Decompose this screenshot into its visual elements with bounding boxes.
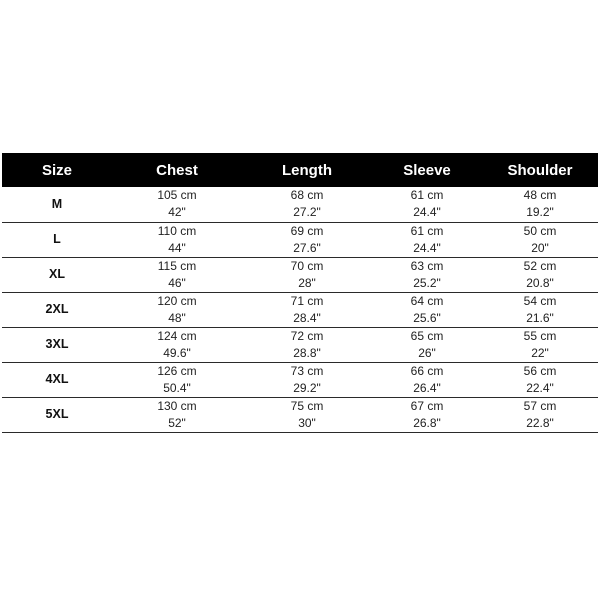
shoulder-cell bbox=[482, 222, 598, 257]
chest-in: 50.4" bbox=[163, 380, 191, 395]
length-in: 28.8" bbox=[293, 345, 321, 360]
size-chart-body bbox=[2, 187, 598, 432]
length-in: 28.4" bbox=[293, 310, 321, 325]
shoulder-cm: 56 cm bbox=[523, 363, 557, 378]
length-in: 27.2" bbox=[293, 205, 321, 220]
chest-in: 46" bbox=[168, 275, 186, 290]
size-cell: L bbox=[53, 232, 61, 246]
table-row bbox=[2, 327, 598, 362]
size-cell: 4XL bbox=[45, 372, 69, 386]
sleeve-cm: 61 cm bbox=[410, 188, 444, 203]
sleeve-in: 25.2" bbox=[413, 275, 441, 290]
sleeve-cm: 61 cm bbox=[410, 223, 444, 238]
length-cm: 73 cm bbox=[290, 363, 324, 378]
chest-cm: 110 cm bbox=[157, 223, 197, 238]
shoulder-cm: 52 cm bbox=[523, 258, 557, 273]
chest-cm: 126 cm bbox=[157, 363, 197, 378]
table-row bbox=[2, 362, 598, 397]
sleeve-cm: 67 cm bbox=[410, 398, 444, 413]
size-cell: XL bbox=[49, 267, 65, 281]
shoulder-in: 21.6" bbox=[526, 310, 554, 325]
chest-in: 48" bbox=[168, 310, 186, 325]
length-in: 30" bbox=[298, 415, 316, 430]
chest-cell bbox=[112, 292, 242, 327]
shoulder-in: 20.8" bbox=[526, 275, 554, 290]
sleeve-cell bbox=[372, 397, 482, 432]
chest-in: 52" bbox=[168, 415, 186, 430]
length-in: 27.6" bbox=[293, 240, 321, 255]
chest-cm: 124 cm bbox=[157, 328, 197, 343]
length-cell bbox=[242, 292, 372, 327]
sleeve-cell bbox=[372, 327, 482, 362]
length-cell bbox=[242, 222, 372, 257]
size-chart-table bbox=[2, 153, 598, 433]
table-row bbox=[2, 222, 598, 257]
shoulder-cell bbox=[482, 187, 598, 222]
chest-cm: 130 cm bbox=[157, 398, 197, 413]
chest-cell bbox=[112, 187, 242, 222]
sleeve-cell bbox=[372, 292, 482, 327]
shoulder-in: 22" bbox=[531, 345, 549, 360]
shoulder-cell bbox=[482, 327, 598, 362]
shoulder-cell bbox=[482, 397, 598, 432]
length-cell bbox=[242, 187, 372, 222]
shoulder-cm: 54 cm bbox=[523, 293, 557, 308]
shoulder-in: 20" bbox=[531, 240, 549, 255]
header-length: Length bbox=[282, 161, 332, 179]
sleeve-in: 26.8" bbox=[413, 415, 441, 430]
sleeve-in: 26" bbox=[418, 345, 436, 360]
shoulder-cm: 57 cm bbox=[523, 398, 557, 413]
size-cell: 2XL bbox=[45, 302, 69, 316]
shoulder-cm: 48 cm bbox=[523, 188, 557, 203]
header-size: Size bbox=[41, 161, 72, 179]
chest-cell bbox=[112, 222, 242, 257]
sleeve-cm: 66 cm bbox=[410, 363, 444, 378]
chest-cell bbox=[112, 327, 242, 362]
length-cm: 69 cm bbox=[290, 223, 324, 238]
size-cell: 3XL bbox=[45, 337, 69, 351]
length-cm: 72 cm bbox=[290, 328, 324, 343]
header-chest: Chest bbox=[156, 161, 198, 179]
length-cell bbox=[242, 327, 372, 362]
sleeve-in: 24.4" bbox=[413, 240, 441, 255]
length-cm: 68 cm bbox=[290, 188, 324, 203]
table-row bbox=[2, 292, 598, 327]
sleeve-cell bbox=[372, 187, 482, 222]
shoulder-cm: 50 cm bbox=[523, 223, 557, 238]
shoulder-cm: 55 cm bbox=[523, 328, 557, 343]
table-row bbox=[2, 257, 598, 292]
size-cell: M bbox=[51, 196, 63, 211]
sleeve-cell bbox=[372, 257, 482, 292]
chest-cell bbox=[112, 397, 242, 432]
length-in: 29.2" bbox=[293, 380, 321, 395]
chest-cm: 115 cm bbox=[157, 258, 197, 273]
size-chart-header bbox=[2, 153, 598, 187]
length-cm: 75 cm bbox=[290, 398, 324, 413]
shoulder-in: 22.4" bbox=[526, 380, 554, 395]
header-shoulder: Shoulder bbox=[507, 161, 573, 179]
shoulder-cell bbox=[482, 362, 598, 397]
shoulder-in: 22.8" bbox=[526, 415, 554, 430]
length-in: 28" bbox=[298, 275, 316, 290]
chest-in: 42" bbox=[168, 205, 186, 220]
sleeve-in: 26.4" bbox=[413, 380, 441, 395]
shoulder-cell bbox=[482, 292, 598, 327]
chest-in: 44" bbox=[168, 240, 186, 255]
table-row bbox=[2, 397, 598, 432]
sleeve-cell bbox=[372, 222, 482, 257]
shoulder-in: 19.2" bbox=[526, 205, 554, 220]
sleeve-in: 25.6" bbox=[413, 310, 441, 325]
chest-cell bbox=[112, 362, 242, 397]
length-cm: 70 cm bbox=[290, 258, 324, 273]
chest-cell bbox=[112, 257, 242, 292]
header-sleeve: Sleeve bbox=[403, 161, 451, 179]
size-cell: 5XL bbox=[45, 407, 69, 421]
length-cell bbox=[242, 397, 372, 432]
shoulder-cell bbox=[482, 257, 598, 292]
chest-in: 49.6" bbox=[163, 345, 191, 360]
sleeve-cm: 63 cm bbox=[410, 258, 444, 273]
sleeve-cm: 64 cm bbox=[410, 293, 444, 308]
length-cell bbox=[242, 257, 372, 292]
header-row bbox=[2, 153, 598, 187]
chest-cm: 105 cm bbox=[157, 188, 197, 203]
length-cm: 71 cm bbox=[290, 293, 324, 308]
sleeve-cell bbox=[372, 362, 482, 397]
table-row bbox=[2, 187, 598, 222]
chest-cm: 120 cm bbox=[157, 293, 197, 308]
sleeve-cm: 65 cm bbox=[410, 328, 444, 343]
length-cell bbox=[242, 362, 372, 397]
sleeve-in: 24.4" bbox=[413, 205, 441, 220]
